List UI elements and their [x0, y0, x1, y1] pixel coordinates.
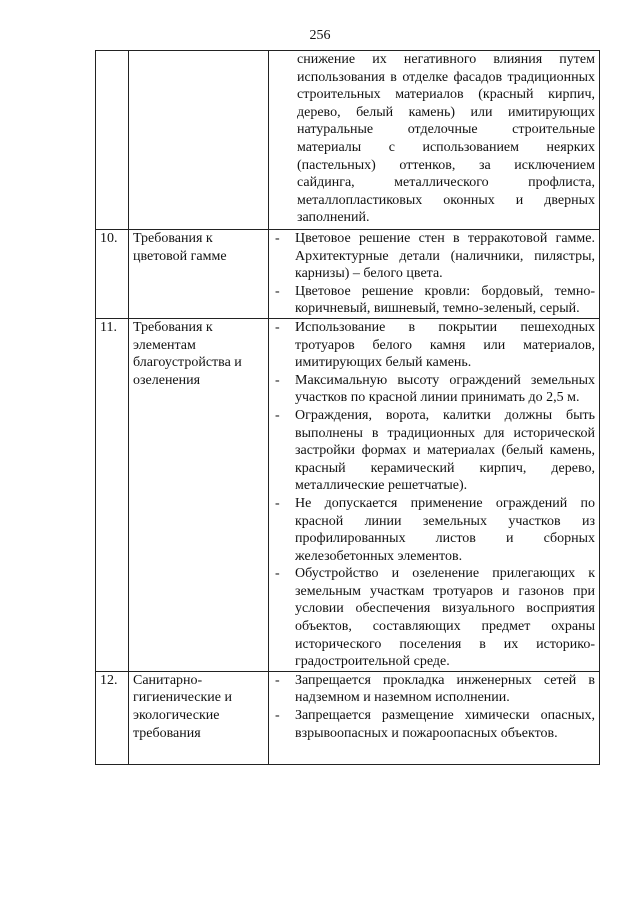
- row-number: 11.: [96, 318, 129, 671]
- list-item: [273, 372, 595, 407]
- bullet-dash: -: [275, 231, 280, 246]
- list-item: [273, 283, 595, 318]
- list-item: [273, 495, 595, 565]
- bullet-dash: -: [275, 495, 280, 511]
- bullet-dash: -: [275, 319, 280, 335]
- requirement-content: [269, 671, 600, 764]
- list-item-text: Цветовое решение кровли: бордовый, темно-коричневый, вишневый, темно-зеленый, серый.: [295, 283, 595, 317]
- bullet-dash: -: [275, 407, 280, 423]
- bullet-dash: -: [275, 708, 280, 724]
- table-row: [96, 230, 600, 319]
- row-number: 10.: [96, 230, 129, 319]
- requirement-name: Требования к цветовой гамме: [129, 230, 269, 319]
- bullet-dash: -: [275, 372, 280, 388]
- table-row: [96, 671, 600, 764]
- requirements-table: [95, 50, 600, 765]
- list-item: [273, 230, 595, 283]
- list-item-text: Максимальную высоту ограждений земельных участков по красной линии принимать до 2,5 м.: [295, 372, 595, 406]
- list-item: [273, 672, 595, 707]
- bullet-dash: -: [275, 566, 280, 582]
- requirement-content: [269, 51, 600, 230]
- list-item-text: Использование в покрытии пешеходных тротуаров белого камня или материалов, имитирующих белый камень.: [295, 319, 595, 371]
- list-item: [273, 407, 595, 495]
- bullet-dash: -: [275, 283, 280, 299]
- list-item: [273, 319, 595, 372]
- list-item-text: Запрещается прокладка инженерных сетей в надземном и наземном исполнении.: [295, 672, 595, 706]
- list-item: [273, 565, 595, 671]
- list-item-text: Ограждения, ворота, калитки должны быть выполнены в традиционных для исторической застройки формах и материалах (белый камень, красный керамический кирпич, дерево, металлические решетчатые).: [295, 407, 595, 494]
- row-number: 12.: [96, 671, 129, 764]
- table-row: [96, 318, 600, 671]
- list-item-text: Запрещается размещение химически опасных, взрывоопасных и пожароопасных объектов.: [295, 708, 595, 741]
- bullet-dash: -: [275, 672, 280, 688]
- list-item-text: Обустройство и озеленение прилегающих к земельным участкам тротуаров и газонов при условии обеспечения визуального восприятия объектов, составляющих предмет охраны исторического поселения в их историко-градостроительной среде.: [295, 566, 595, 670]
- requirement-name: Санитарно-гигиенические и экологические требования: [129, 671, 269, 764]
- page-number: 256: [309, 28, 331, 43]
- list-item: [273, 707, 595, 764]
- row-number: [96, 51, 129, 230]
- requirement-content: [269, 318, 600, 671]
- requirement-name: Требования к элементам благоустройства и озеленения: [129, 318, 269, 671]
- requirement-content: [269, 230, 600, 319]
- list-item-text: Не допускается применение ограждений по красной линии земельных участков из профилированных листов и сборных железобетонных элементов.: [295, 495, 595, 564]
- requirement-text-continued: снижение их негативного влияния путем использования в отделке фасадов традиционных строительных материалов (красный кирпич, дерево, белый камень) или имитирующих натуральные отделочные строительные материалы с использованием неярких (пастельных) оттенков, за исключением сайдинга, металлического профлиста, металлопластиковых оконных и дверных заполнений.: [297, 52, 595, 226]
- requirement-name: [129, 51, 269, 230]
- list-item-text: Цветовое решение стен в терракотовой гамме. Архитектурные детали (наличники, пилястры, карнизы) – белого цвета.: [295, 231, 595, 282]
- table-row: [96, 51, 600, 230]
